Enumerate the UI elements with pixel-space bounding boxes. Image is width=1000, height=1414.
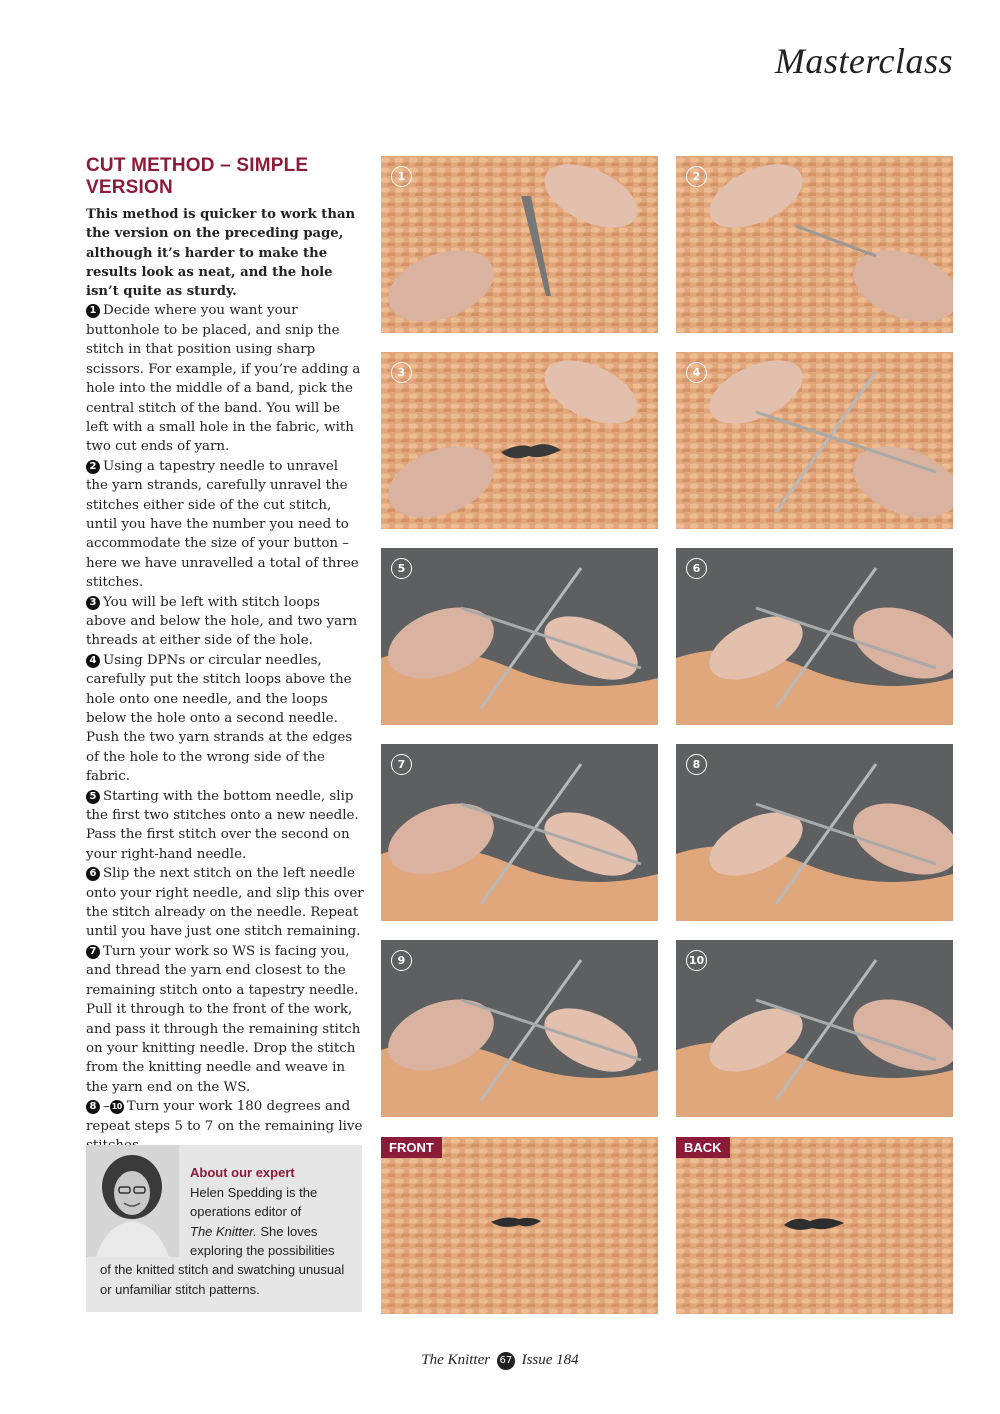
- step-number-badge: 1: [391, 166, 412, 187]
- step-number-badge: 3: [391, 362, 412, 383]
- step-number-badge: 10: [686, 950, 707, 971]
- step-text: Decide where you want your buttonhole to be placed, and snip the stitch in that position using sharp scissors. For example, if you’re adding a hole into the middle of a band, pick the central stitch of the band. You will be left with a small hole in the fabric, with two cut ends of yarn.: [86, 303, 361, 455]
- section-title: CUT METHOD – SIMPLE VERSION: [86, 155, 309, 198]
- step-photo-image: [676, 352, 953, 529]
- step-7: [86, 942, 364, 1097]
- step-number-badge: 8: [686, 754, 707, 775]
- step-number: 8: [86, 1100, 100, 1114]
- expert-bio-line: Helen Spedding is the: [190, 1184, 318, 1200]
- about-expert-box: [86, 1145, 362, 1312]
- page-number: 67: [497, 1352, 515, 1370]
- step-text: Slip the next stitch on the left needle onto your right needle, and slip this over the stitch already on the needle. Repeat until you have just one stitch remaining.: [86, 866, 364, 940]
- step-photo-3: [381, 352, 658, 529]
- step-6: [86, 864, 364, 942]
- footer-magazine: The Knitter: [421, 1352, 491, 1368]
- step-4: [86, 651, 364, 787]
- article-column: [86, 155, 364, 1155]
- step-photo-10: [676, 940, 953, 1117]
- footer-issue: Issue 184: [521, 1352, 579, 1368]
- step-number-badge: 7: [391, 754, 412, 775]
- step-text: Turn your work 180 degrees and repeat steps 5 to 7 on the remaining live: [86, 1099, 363, 1134]
- step-2: [86, 457, 364, 593]
- step-photo-9: [381, 940, 658, 1117]
- step-text: Turn your work so WS is facing you, and thread the yarn end closest to the remaining stitch onto a tapestry needle. Pull it through to the front of the work, and pass it through the remaining stitch on your knitting needle. Drop the stitch from the knitting needle and weave in the yarn end on the WS.: [86, 943, 361, 1095]
- intro-paragraph: This method is quicker to work than the version on the preceding page, although it’s harder to make the results look as neat, and the hole isn’t quite as sturdy.: [86, 207, 356, 300]
- expert-bio-line: [190, 1222, 355, 1242]
- step-1: [86, 301, 364, 456]
- step-5: [86, 787, 364, 865]
- step-photo-image: [676, 156, 953, 333]
- step-text: You will be left with stitch loops above and below the hole, and two yarn threads at either side of the hole.: [86, 594, 358, 649]
- step-photo-1: [381, 156, 658, 333]
- front-tag: FRONT: [381, 1137, 442, 1158]
- expert-bio-line: operations editor of: [190, 1204, 302, 1219]
- step-number-badge: 4: [686, 362, 707, 383]
- step-text: Using a tapestry needle to unravel the yarn strands, carefully unravel the stitches either side of the cut stitch, until you have the number you need to accommodate the size of your button – here we have unravelled a total of three stitches.: [86, 458, 359, 591]
- step-number-badge: 5: [391, 558, 412, 579]
- step-photo-image: [381, 156, 658, 333]
- step-number: 10: [110, 1100, 124, 1114]
- step-3: [86, 593, 364, 651]
- page-footer: [0, 1352, 1000, 1370]
- step-photo-image: [381, 940, 658, 1117]
- front-result-photo: [381, 1137, 658, 1314]
- portrait-image: [86, 1145, 179, 1257]
- knitted-swatch-image: [381, 1137, 658, 1314]
- step-photo-image: [381, 352, 658, 529]
- step-text: Using DPNs or circular needles, carefully put the stitch loops above the hole onto one needle, and the loops below the hole onto a second needle. Push the two yarn strands at the edges of the hole to the wrong side of the fabric.: [86, 652, 353, 785]
- page-header-title: Masterclass: [774, 41, 953, 81]
- step-8-10: 8 – 10 Turn your work 180 degrees and repeat steps 5 to 7 on the remaining live: [86, 1097, 364, 1155]
- knitted-swatch-image: [676, 1137, 953, 1314]
- step-photo-image: [676, 744, 953, 921]
- step-photo-8: [676, 744, 953, 921]
- step-photo-image: [381, 744, 658, 921]
- back-tag: BACK: [676, 1137, 730, 1158]
- step-number: 2: [86, 460, 100, 474]
- magazine-name: The Knitter.: [190, 1223, 257, 1239]
- step-number: 1: [86, 304, 100, 318]
- step-number-badge: 2: [686, 166, 707, 187]
- step-number: 7: [86, 945, 100, 959]
- step-number: 6: [86, 867, 100, 881]
- expert-bio-line-rest: She loves: [256, 1223, 318, 1239]
- step-number-badge: 9: [391, 950, 412, 971]
- step-text: Starting with the bottom needle, slip the first two stitches onto a new needle. Pass the first stitch over the second on your right-hand needle.: [86, 788, 359, 862]
- step-photo-image: [676, 940, 953, 1117]
- expert-bio-continued: of the knitted stitch and swatching unusual or unfamiliar stitch patterns.: [100, 1262, 345, 1297]
- step-number: 3: [86, 596, 100, 610]
- step-photo-2: [676, 156, 953, 333]
- step-photo-4: [676, 352, 953, 529]
- step-number: 5: [86, 790, 100, 804]
- step-photo-image: [676, 548, 953, 725]
- step-photo-image: [381, 548, 658, 725]
- step-number: 4: [86, 654, 100, 668]
- expert-bio-line: exploring the possibilities: [190, 1243, 335, 1258]
- step-photo-7: [381, 744, 658, 921]
- expert-bio: [190, 1163, 355, 1261]
- step-photo-5: [381, 548, 658, 725]
- step-number-badge: 6: [686, 558, 707, 579]
- back-result-photo: [676, 1137, 953, 1314]
- expert-portrait: [86, 1145, 179, 1257]
- expert-heading: About our expert: [190, 1165, 295, 1180]
- step-photo-6: [676, 548, 953, 725]
